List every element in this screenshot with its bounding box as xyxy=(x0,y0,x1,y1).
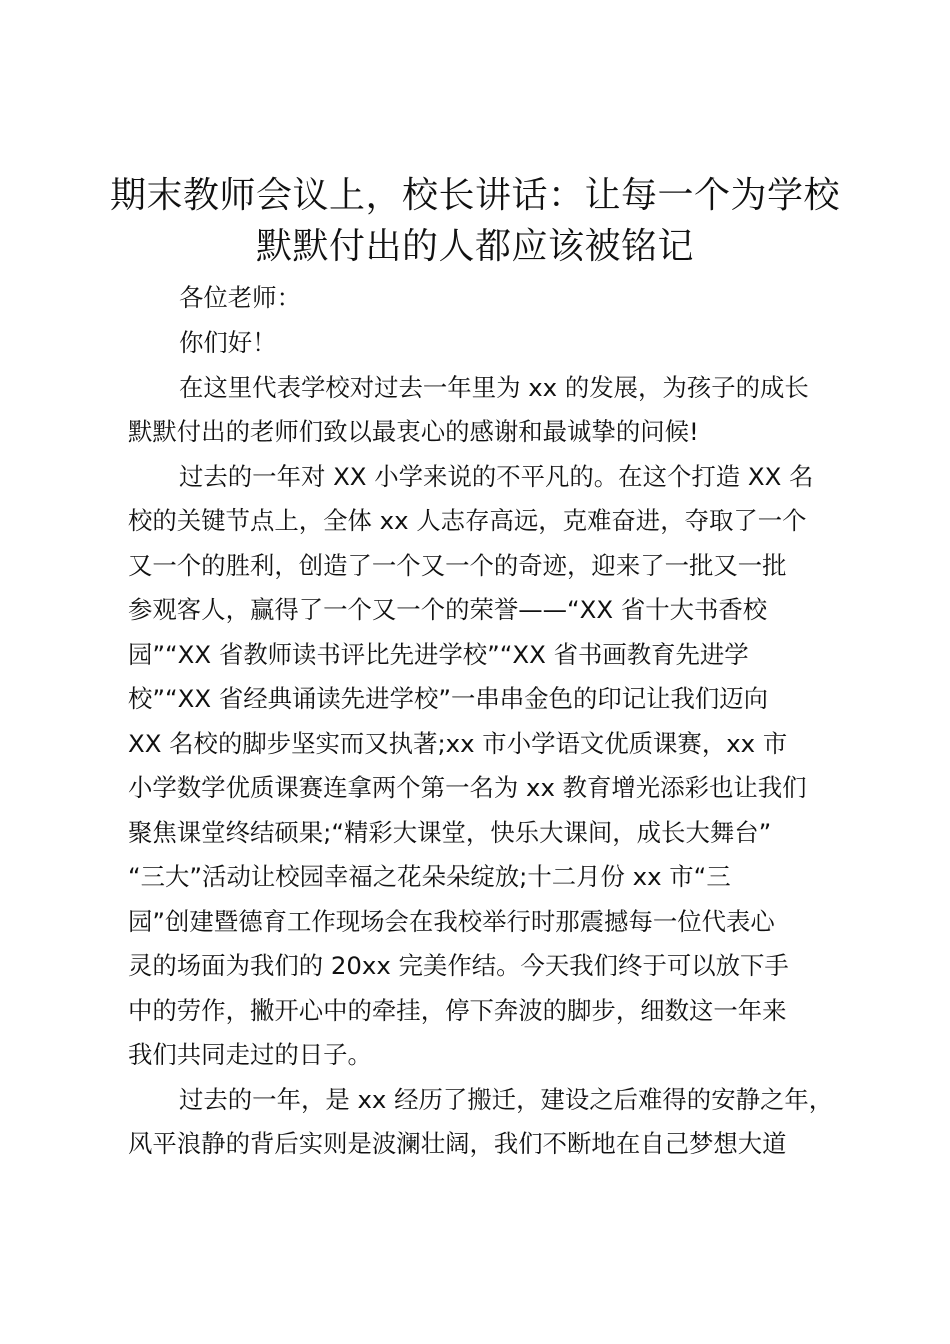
body-line: 过去的一年，是 xx 经历了搬迁，建设之后难得的安静之年， xyxy=(179,1085,834,1114)
body-line: 校”“XX 省经典诵读先进学校”一串串金色的印记让我们迈向 xyxy=(128,684,769,713)
body-line: 在这里代表学校对过去一年里为 xx 的发展，为孩子的成长 xyxy=(179,373,809,402)
body-line: 聚焦课堂终结硕果;“精彩大课堂，快乐大课间，成长大舞台” xyxy=(128,818,772,847)
body-line: 风平浪静的背后实则是波澜壮阔，我们不断地在自己梦想大道 xyxy=(128,1129,787,1158)
body-line: XX 名校的脚步坚实而又执著;xx 市小学语文优质课赛，xx 市 xyxy=(128,729,788,758)
body-line: 过去的一年对 XX 小学来说的不平凡的。在这个打造 XX 名 xyxy=(179,462,814,491)
body-line: 我们共同走过的日子。 xyxy=(128,1040,372,1069)
body-line: 小学数学优质课赛连拿两个第一名为 xx 教育增光添彩也让我们 xyxy=(128,773,807,802)
document-title-line-2: 默默付出的人都应该被铭记 xyxy=(255,226,694,267)
salutation: 各位老师： xyxy=(179,283,301,312)
body-line: 园”创建暨德育工作现场会在我校举行时那震撼每一位代表心 xyxy=(128,907,775,936)
body-line: 园”“XX 省教师读书评比先进学校”“XX 省书画教育先进学 xyxy=(128,640,749,669)
body-line: 校的关键节点上，全体 xx 人志存高远，克难奋进，夺取了一个 xyxy=(128,506,807,535)
body-line: 中的劳作，撇开心中的牵挂，停下奔波的脚步，细数这一年来 xyxy=(128,996,787,1025)
body-line: 又一个的胜利，创造了一个又一个的奇迹，迎来了一批又一批 xyxy=(128,551,787,580)
body-line: “三大”活动让校园幸福之花朵朵绽放;十二月份 xx 市“三 xyxy=(128,862,731,891)
body-line: 默默付出的老师们致以最衷心的感谢和最诚挚的问候! xyxy=(128,417,699,446)
greeting: 你们好！ xyxy=(179,328,277,357)
document-title-line-1: 期末教师会议上，校长讲话：让每一个为学校 xyxy=(109,175,840,216)
body-line: 参观客人，赢得了一个又一个的荣誉——“XX 省十大书香校 xyxy=(128,595,768,624)
body-line: 灵的场面为我们的 20xx 完美作结。今天我们终于可以放下手 xyxy=(128,951,789,980)
